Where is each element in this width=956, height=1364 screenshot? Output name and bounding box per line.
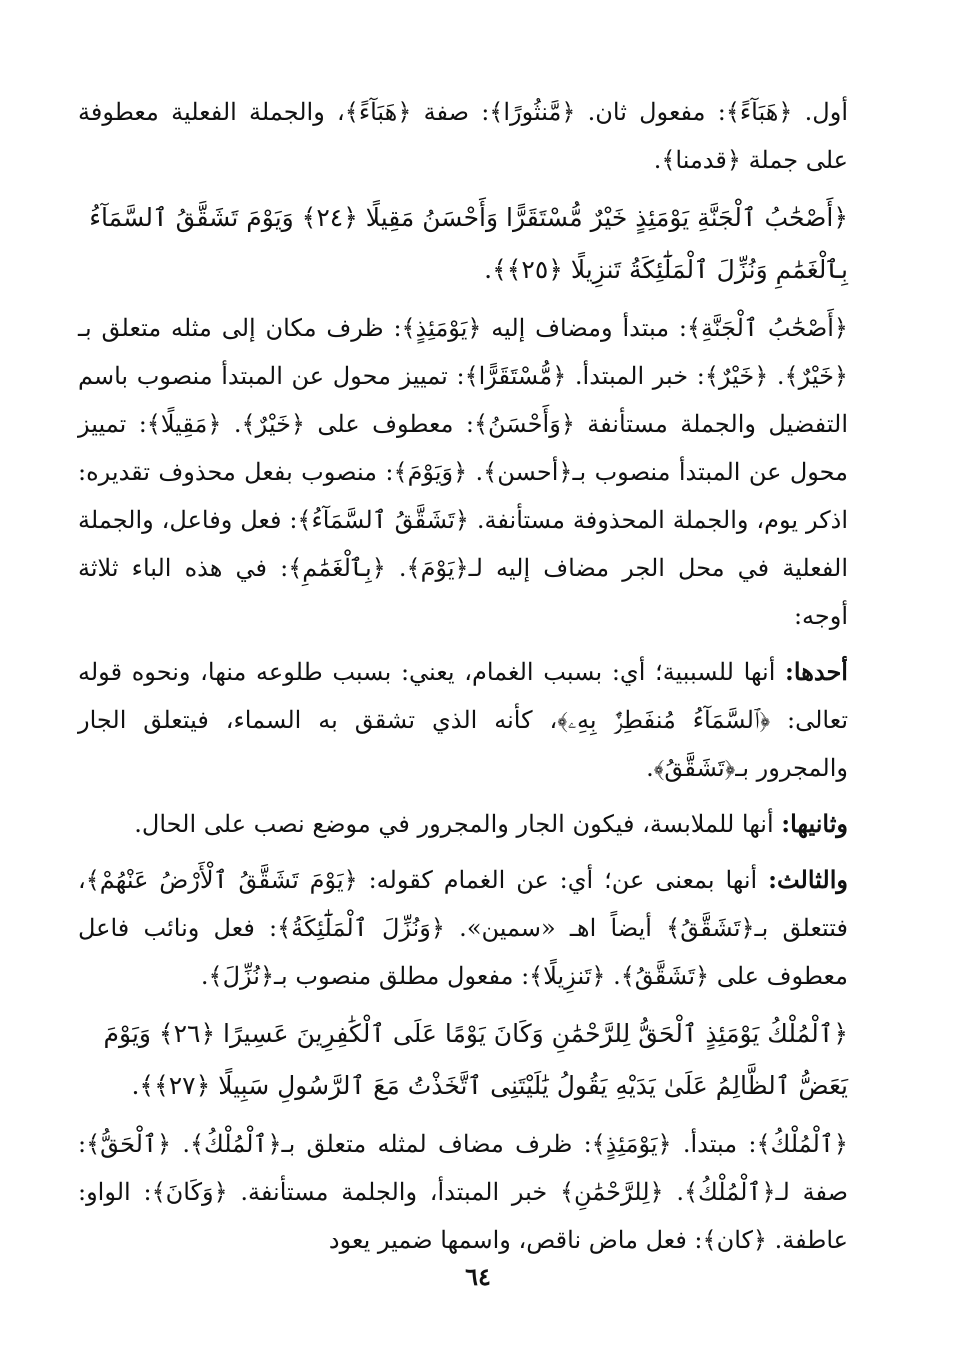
paragraph-text: ﴿أَصْحَٰبُ ٱلْجَنَّةِ﴾: مبتدأ ومضاف إليه ﴿يَوْمَئِذٍ﴾: ظرف مكان إلى مثله متعلق بـ ﴿خَيْرٌ﴾. ﴿خَيْرٌ﴾: خبر المبتدأ. ﴿مُّسْتَقَرًّا﴾: تمييز محول عن المبتدأ منصوب باسم التفضيل والجملة مستأنفة ﴿وَأَحْسَنُ﴾: معطوف على ﴿خَيْرٌ﴾. ﴿مَقِيلًا﴾: تمييز محول عن المبتدأ منصوب بـ﴿أحسن﴾. ﴿وَيَوْمَ﴾: منصوب بفعل محذوف تقديره: اذكر يوم، والجملة المحذوفة مستأنفة. ﴿تَشَقَّقُ ٱلسَّمَآءُ﴾: فعل وفاعل، والجملة الفعلية في محل الجر مضاف إليه لـ﴿يَوْمَ﴾. ﴿بِٱلْغَمَٰمِ﴾: في هذه الباء ثلاثة أوجه: <box>78 314 849 630</box>
paragraph-habaa <box>78 88 848 184</box>
paragraph-text: أنها بمعنى عن؛ أي: عن الغمام كقوله: ﴿يَوْمَ تَشَقَّقُ ٱلْأَرْضُ عَنْهُمْ﴾، فتتعلق بـ﴿تَشَقَّقُ﴾ أيضاً اهـ «سمين». ﴿وَنُزِّلَ ٱلْمَلَٰٓئِكَةُ﴾: فعل ونائب فاعل معطوف على ﴿تَشَقَّقُ﴾. ﴿تَنزِيلًا﴾: مفعول مطلق منصوب بـ﴿نُزِّلَ﴾. <box>78 866 848 990</box>
paragraph-text: أنها للسببية؛ أي: بسبب الغمام، يعني: بسبب طلوعه منها، ونحوه قوله تعالى: ﴿ٱلسَّمَآءُ مُنفَطِرٌۢ بِهِۦ﴾، كأنه الذي تشقق به السماء، فيتعلق الجار والمجرور بـ﴿تَشَقَّقُ﴾. <box>78 658 848 782</box>
paragraph-lead: وثانيها: <box>781 809 848 838</box>
paragraph-text: ﴿ٱلْمُلْكُ﴾: مبتدأ. ﴿يَوْمَئِذٍ﴾: ظرف مضاف لمثله متعلق بـ﴿ٱلْمُلْكُ﴾. ﴿ٱلْحَقُّ﴾: صفة لـ﴿ٱلْمُلْكُ﴾. ﴿لِلرَّحْمَٰنِ﴾ خبر المبتدأ، والجلمة مستأنفة. ﴿وَكَانَ﴾: الواو: عاطفة. ﴿كان﴾: فعل ماض ناقص، واسمها ضمير يعود <box>78 1130 848 1254</box>
verse-text: ﴿ٱلْمُلْكُ يَوْمَئِذٍ ٱلْحَقُّ لِلرَّحْمَٰنِ وَكَانَ يَوْمًا عَلَى ٱلْكَٰفِرِينَ عَسِيرًا ﴿٢٦﴾ وَيَوْمَ يَعَضُّ ٱلظَّالِمُ عَلَىٰ يَدَيْهِ يَقُولُ يَٰلَيْتَنِى ٱتَّخَذْتُ مَعَ ٱلرَّسُولِ سَبِيلًا ﴿٢٧﴾﴾. <box>103 1019 848 1100</box>
paragraph-second-aspect <box>78 800 848 848</box>
paragraph-text: أول. ﴿هَبَآءً﴾: مفعول ثان. ﴿مَّنثُورًا﴾: صفة ﴿هَبَآءً﴾، والجملة الفعلية معطوفة على جملة ﴿قدمنا﴾. <box>78 98 848 174</box>
paragraph-lead: والثالث: <box>768 865 848 894</box>
page-number: ٦٤ <box>465 1262 491 1291</box>
page-body <box>78 88 848 1264</box>
paragraph-third-aspect <box>78 856 848 1000</box>
quran-verse-26-27 <box>78 1008 848 1112</box>
paragraph-lead: أحدها: <box>785 657 848 686</box>
quran-verse-24-25 <box>78 192 848 296</box>
paragraph-first-aspect <box>78 648 848 792</box>
paragraph-text: أنها للملابسة، فيكون الجار والمجرور في موضع نصب على الحال. <box>134 810 774 838</box>
paragraph-irab-24-25 <box>78 304 848 640</box>
verse-text: ﴿أَصْحَٰبُ ٱلْجَنَّةِ يَوْمَئِذٍ خَيْرٌ مُّسْتَقَرًّا وَأَحْسَنُ مَقِيلًا ﴿٢٤﴾ وَيَوْمَ تَشَقَّقُ ٱلسَّمَآءُ بِٱلْغَمَٰمِ وَنُزِّلَ ٱلْمَلَٰٓئِكَةُ تَنزِيلًا ﴿٢٥﴾﴾. <box>89 203 848 284</box>
paragraph-irab-26-27 <box>78 1120 848 1264</box>
